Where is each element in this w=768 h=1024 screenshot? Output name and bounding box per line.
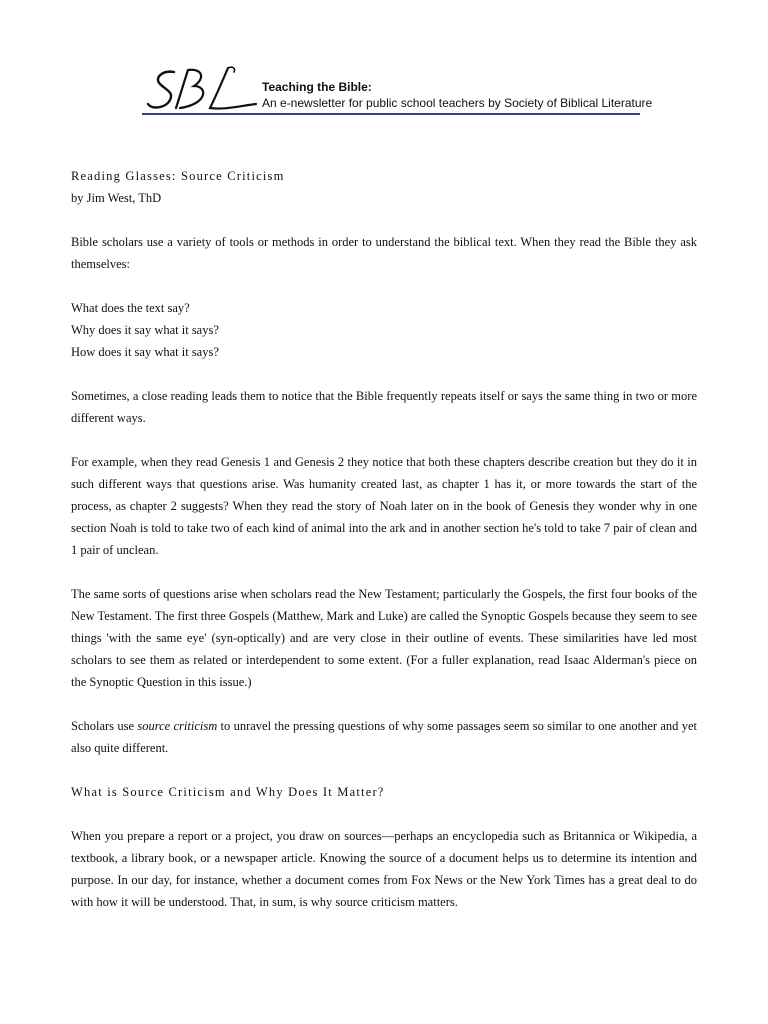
section-heading: What is Source Criticism and Why Does It Matter? — [71, 785, 385, 799]
article-body — [71, 165, 697, 913]
header-rule — [142, 113, 640, 115]
paragraph-source-criticism: Scholars use source criticism to unravel the pressing questions of why some passages seem so similar to one another and yet also quite different. — [71, 719, 697, 755]
sbl-logo — [144, 64, 264, 116]
paragraph-repetition: Sometimes, a close reading leads them to notice that the Bible frequently repeats itself or says the same thing in two or more different ways. — [71, 389, 697, 425]
question-what: What does the text say? — [71, 301, 190, 315]
newsletter-title: Teaching the Bible: — [262, 80, 372, 94]
paragraph-intro: Bible scholars use a variety of tools or methods in order to understand the biblical text. When they read the Bible they ask themselves: — [71, 235, 697, 271]
source-criticism-term: source criticism — [137, 719, 218, 733]
article-title: Reading Glasses: Source Criticism — [71, 169, 285, 183]
byline: by Jim West, ThD — [71, 191, 162, 205]
paragraph-genesis: For example, when they read Genesis 1 and Genesis 2 they notice that both these chapters describe creation but they do it in such different ways that questions arise. Was humanity created last, as chapter 1 has it, or more towards the start of the process, as chapter 2 suggests? When they read the story of Noah later on in the book of Genesis they wonder why in one section Noah is told to take two of each kind of animal into the ark and in another section he's told to take 7 pair of clean and 1 pair of unclean. — [71, 455, 697, 557]
newsletter-subtitle: An e-newsletter for public school teachers by Society of Biblical Literature — [262, 96, 653, 110]
question-why: Why does it say what it says? — [71, 323, 219, 337]
paragraph-sources: When you prepare a report or a project, you draw on sources—perhaps an encyclopedia such as Britannica or Wikipedia, a textbook, a library book, or a newspaper article. Knowing the source of a document helps us to determine its intention and purpose. In our day, for instance, whether a document comes from Fox News or the New York Times has a great deal to do with how it will be understood. That, in sum, is why source criticism matters. — [71, 829, 697, 909]
paragraph-new-testament: The same sorts of questions arise when scholars read the New Testament; particularly the Gospels, the first four books of the New Testament. The first three Gospels (Matthew, Mark and Luke) are called the Synoptic Gospels because they seem to see things 'with the same eye' (syn-optically) and are very close in their outline of events. These similarities have led most scholars to see them as related or interdependent to some extent. (For a fuller explanation, read Isaac Alderman's piece on the Synoptic Question in this issue.) — [71, 587, 697, 689]
question-how: How does it say what it says? — [71, 345, 219, 359]
